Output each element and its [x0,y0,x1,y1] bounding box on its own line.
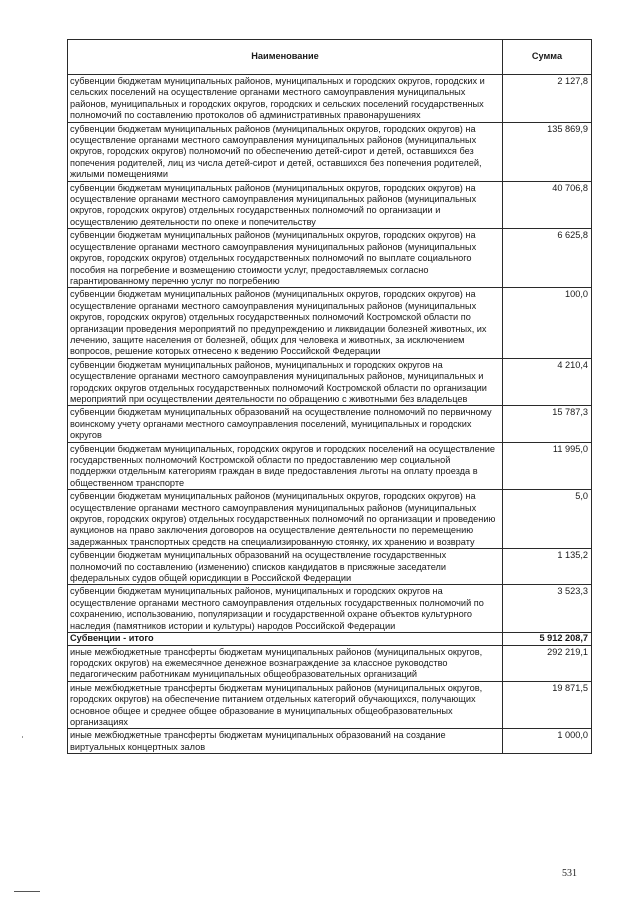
row-sum: 2 127,8 [503,75,592,123]
row-name: иные межбюджетные трансферты бюджетам муниципальных образований на создание виртуальных концертных залов [68,729,503,754]
table-row [68,229,592,288]
total-name: Субвенции - итого [68,633,503,645]
row-sum: 40 706,8 [503,181,592,229]
table-row [68,288,592,358]
row-sum: 3 523,3 [503,585,592,633]
row-sum: 5,0 [503,490,592,549]
row-name: субвенции бюджетам муниципальных районов, муниципальных и городских округов на осуществление органами местного самоуправления отдельных государственных полномочий по сохранению, использованию, популяризации и государственной охране объектов культурного наследия (памятников истории и культуры) народов Российской Федерации [68,585,503,633]
scan-artifact-line [14,891,40,892]
row-name: субвенции бюджетам муниципальных образований на осуществление государственных полномочий по составлению (изменению) списков кандидатов в присяжные заседатели федеральных судов общей юрисдикции в Российской Федерации [68,549,503,585]
row-name: субвенции бюджетам муниципальных районов (муниципальных округов, городских округов) на осуществление органами местного самоуправления муниципальных районов (муниципальных округов, городских округов) отдельных государственных полномочий по организации и осуществлению деятельности по опеке и попечительству [68,181,503,229]
total-row [68,633,592,645]
row-sum: 6 625,8 [503,229,592,288]
row-name: субвенции бюджетам муниципальных районов (муниципальных округов, городских округов) на осуществление органами местного самоуправления муниципальных районов (муниципальных округов, городских округов) отдельных государственных полномочий по выплате социального пособия на погребение и возмещению стоимости услуг, предоставляемых согласно гарантированному перечню услуг по погребению [68,229,503,288]
table-row [68,122,592,181]
row-sum: 4 210,4 [503,358,592,406]
header-name: Наименование [68,40,503,75]
table-row [68,645,592,681]
row-name: субвенции бюджетам муниципальных районов, муниципальных и городских округов, городских и сельских поселений на осуществление органами местного самоуправления муниципальных районов, муниципальных и городских округов, городских и сельских поселений государственных полномочий по составлению протоколов об административных правонарушениях [68,75,503,123]
table-row [68,490,592,549]
scan-artifact-dot [22,736,23,738]
row-name: субвенции бюджетам муниципальных районов (муниципальных округов, городских округов) на осуществление органами местного самоуправления муниципальных районов (муниципальных округов, городских округов) отдельных государственных полномочий Костромской области по организации проведения мероприятий по предупреждению и ликвидации болезней животных, их лечению, защите населения от болезней, общих для человека и животных, за исключением вопросов, решение которых отнесено к ведению Российской Федерации [68,288,503,358]
row-name: субвенции бюджетам муниципальных районов (муниципальных округов, городских округов) на осуществление органами местного самоуправления муниципальных районов (муниципальных округов, городских округов) полномочий по обеспечению детей-сирот и детей, оставшихся без попечения родителей, лиц из числа детей-сирот и детей, оставшихся без попечения родителей, жилыми помещениями [68,122,503,181]
table-row [68,442,592,490]
table-header-row [68,40,592,75]
row-sum: 11 995,0 [503,442,592,490]
table-row [68,585,592,633]
total-sum: 5 912 208,7 [503,633,592,645]
row-name: иные межбюджетные трансферты бюджетам муниципальных районов (муниципальных округов, городских округов) на ежемесячное денежное вознаграждение за классное руководство педагогическим работникам муниципальных общеобразовательных организаций [68,645,503,681]
table-row [68,681,592,729]
page-number: 531 [562,868,577,879]
row-name: субвенции бюджетам муниципальных образований на осуществление полномочий по первичному воинскому учету органами местного самоуправления поселений, муниципальных и городских округов [68,406,503,442]
row-name: субвенции бюджетам муниципальных районов, муниципальных и городских округов на осуществление органами местного самоуправления муниципальных районов, муниципальных и городских округов отдельных государственных полномочий Костромской области по организации мероприятий при осуществлении деятельности по обращению с животными без владельцев [68,358,503,406]
table-row [68,406,592,442]
row-sum: 1 000,0 [503,729,592,754]
row-sum: 135 869,9 [503,122,592,181]
table-row [68,75,592,123]
table-row [68,729,592,754]
table-row [68,549,592,585]
row-sum: 19 871,5 [503,681,592,729]
row-sum: 1 135,2 [503,549,592,585]
table-row [68,181,592,229]
budget-table [67,39,592,754]
header-sum: Сумма [503,40,592,75]
row-sum: 15 787,3 [503,406,592,442]
row-sum: 100,0 [503,288,592,358]
row-name: субвенции бюджетам муниципальных, городских округов и городских поселений на осуществление государственных полномочий Костромской области по предоставлению мер социальной поддержки отдельным категориям граждан в виде предоставления льготы на оплату проезда в общественном транспорте [68,442,503,490]
row-name: иные межбюджетные трансферты бюджетам муниципальных районов (муниципальных округов, городских округов) на обеспечение питанием отдельных категорий обучающихся, получающих основное общее и среднее общее образование в муниципальных общеобразовательных организациях [68,681,503,729]
table-row [68,358,592,406]
row-sum: 292 219,1 [503,645,592,681]
row-name: субвенции бюджетам муниципальных районов (муниципальных округов, городских округов) на осуществление органами местного самоуправления муниципальных районов (муниципальных округов, городских округов) отдельных государственных полномочий по организации и проведению аукционов на право заключения договоров на осуществление деятельности по перемещению задержанных транспортных средств на специализированную стоянку, их хранению и возврату [68,490,503,549]
